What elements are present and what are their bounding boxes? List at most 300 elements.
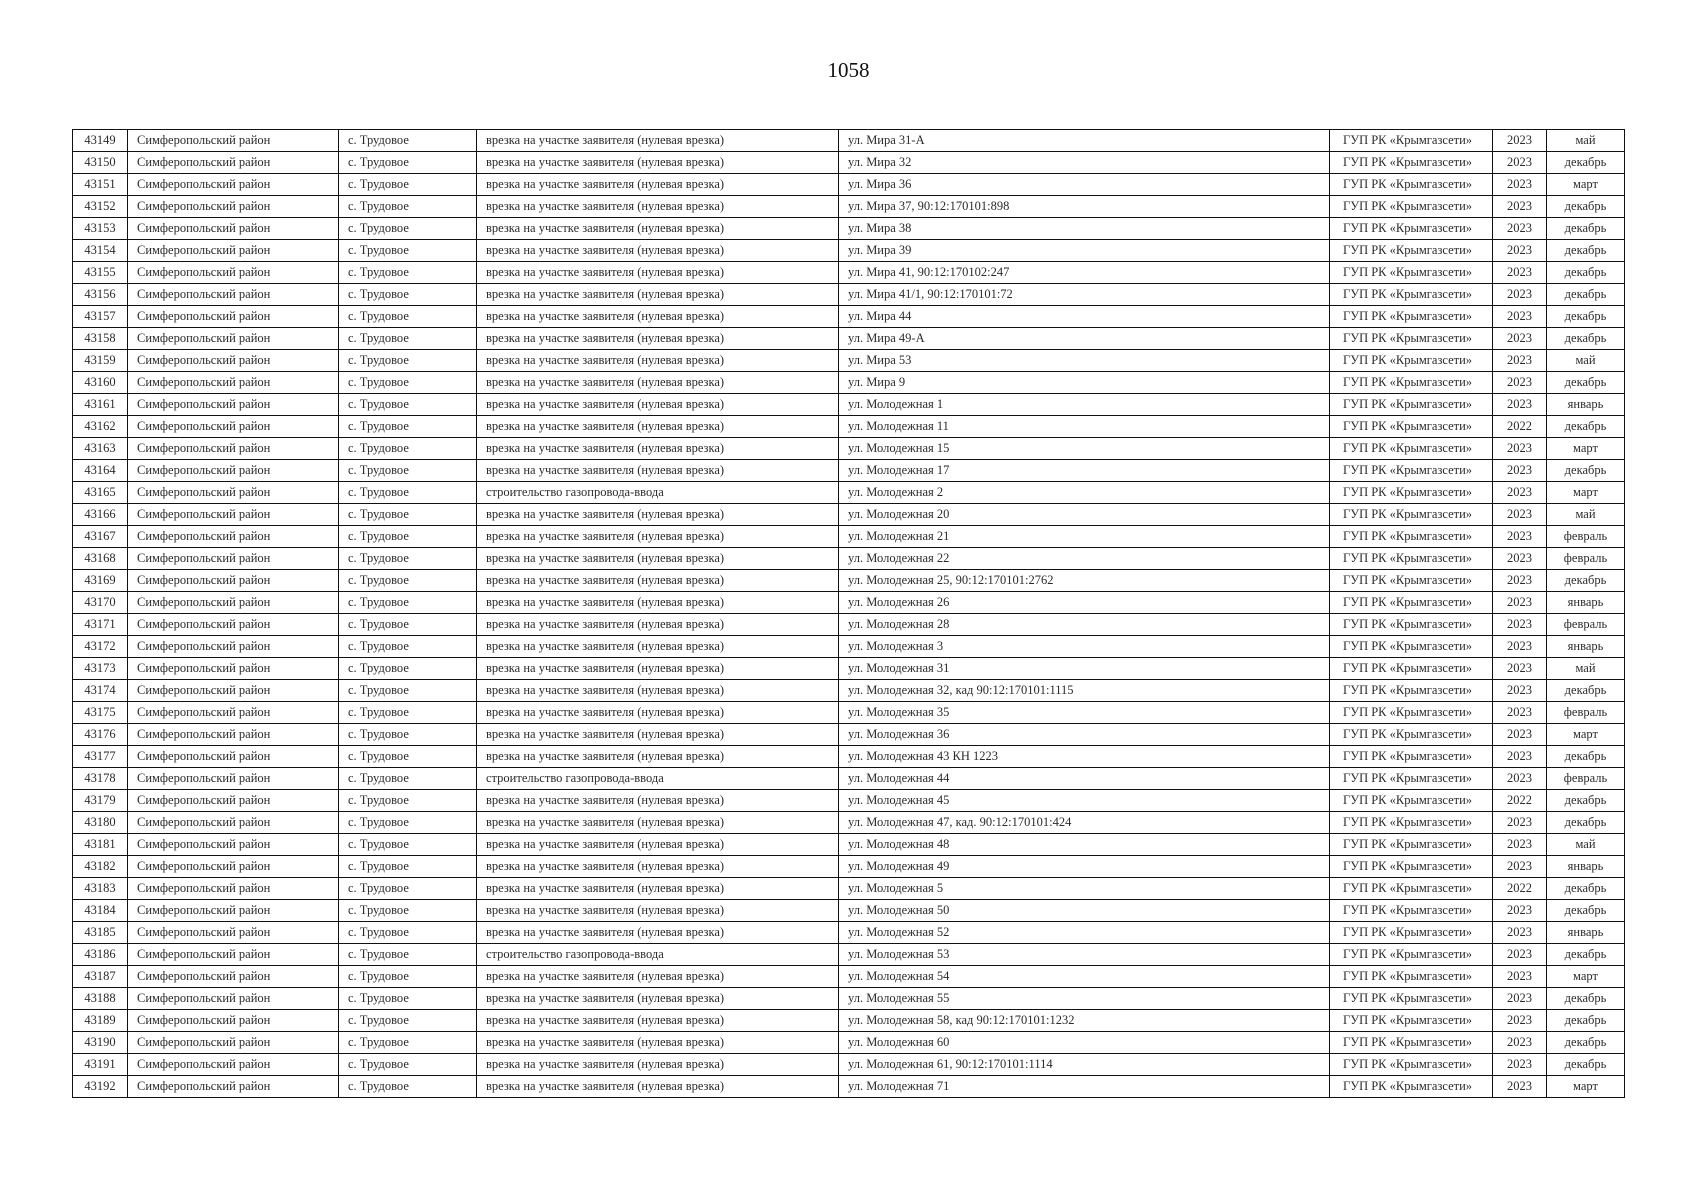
table-row	[73, 460, 1625, 482]
table-row	[73, 702, 1625, 724]
work-type-cell: врезка на участке заявителя (нулевая врезка)	[477, 834, 839, 856]
work-type-cell: врезка на участке заявителя (нулевая врезка)	[477, 592, 839, 614]
month-cell: январь	[1547, 922, 1625, 944]
address-cell: ул. Мира 41, 90:12:170102:247	[839, 262, 1330, 284]
organization-cell: ГУП РК «Крымгазсети»	[1330, 262, 1493, 284]
year-cell: 2023	[1493, 482, 1547, 504]
district-cell: Симферопольский район	[128, 702, 339, 724]
year-cell: 2023	[1493, 460, 1547, 482]
address-cell: ул. Мира 38	[839, 218, 1330, 240]
settlement-cell: с. Трудовое	[339, 922, 477, 944]
table-row	[73, 636, 1625, 658]
table-row	[73, 482, 1625, 504]
month-cell: декабрь	[1547, 262, 1625, 284]
organization-cell: ГУП РК «Крымгазсети»	[1330, 240, 1493, 262]
address-cell: ул. Молодежная 35	[839, 702, 1330, 724]
organization-cell: ГУП РК «Крымгазсети»	[1330, 416, 1493, 438]
month-cell: февраль	[1547, 768, 1625, 790]
organization-cell: ГУП РК «Крымгазсети»	[1330, 570, 1493, 592]
settlement-cell: с. Трудовое	[339, 900, 477, 922]
table-row	[73, 1076, 1625, 1098]
year-cell: 2023	[1493, 218, 1547, 240]
address-cell: ул. Молодежная 49	[839, 856, 1330, 878]
settlement-cell: с. Трудовое	[339, 790, 477, 812]
row-number-cell: 43151	[73, 174, 128, 196]
row-number-cell: 43175	[73, 702, 128, 724]
organization-cell: ГУП РК «Крымгазсети»	[1330, 460, 1493, 482]
organization-cell: ГУП РК «Крымгазсети»	[1330, 284, 1493, 306]
address-cell: ул. Молодежная 58, кад 90:12:170101:1232	[839, 1010, 1330, 1032]
district-cell: Симферопольский район	[128, 438, 339, 460]
settlement-cell: с. Трудовое	[339, 460, 477, 482]
settlement-cell: с. Трудовое	[339, 350, 477, 372]
work-type-cell: врезка на участке заявителя (нулевая врезка)	[477, 790, 839, 812]
settlement-cell: с. Трудовое	[339, 1032, 477, 1054]
year-cell: 2023	[1493, 394, 1547, 416]
month-cell: декабрь	[1547, 196, 1625, 218]
month-cell: май	[1547, 504, 1625, 526]
organization-cell: ГУП РК «Крымгазсети»	[1330, 614, 1493, 636]
row-number-cell: 43169	[73, 570, 128, 592]
year-cell: 2023	[1493, 834, 1547, 856]
row-number-cell: 43170	[73, 592, 128, 614]
work-type-cell: врезка на участке заявителя (нулевая врезка)	[477, 878, 839, 900]
year-cell: 2023	[1493, 680, 1547, 702]
month-cell: декабрь	[1547, 218, 1625, 240]
work-type-cell: врезка на участке заявителя (нулевая врезка)	[477, 988, 839, 1010]
organization-cell: ГУП РК «Крымгазсети»	[1330, 196, 1493, 218]
organization-cell: ГУП РК «Крымгазсети»	[1330, 988, 1493, 1010]
settlement-cell: с. Трудовое	[339, 636, 477, 658]
organization-cell: ГУП РК «Крымгазсети»	[1330, 438, 1493, 460]
settlement-cell: с. Трудовое	[339, 702, 477, 724]
organization-cell: ГУП РК «Крымгазсети»	[1330, 1032, 1493, 1054]
month-cell: январь	[1547, 592, 1625, 614]
row-number-cell: 43189	[73, 1010, 128, 1032]
table-row	[73, 416, 1625, 438]
work-type-cell: врезка на участке заявителя (нулевая врезка)	[477, 460, 839, 482]
settlement-cell: с. Трудовое	[339, 130, 477, 152]
year-cell: 2023	[1493, 812, 1547, 834]
registry-body	[73, 130, 1625, 1098]
row-number-cell: 43183	[73, 878, 128, 900]
table-row	[73, 328, 1625, 350]
row-number-cell: 43174	[73, 680, 128, 702]
settlement-cell: с. Трудовое	[339, 438, 477, 460]
organization-cell: ГУП РК «Крымгазсети»	[1330, 702, 1493, 724]
row-number-cell: 43159	[73, 350, 128, 372]
address-cell: ул. Молодежная 53	[839, 944, 1330, 966]
table-row	[73, 152, 1625, 174]
settlement-cell: с. Трудовое	[339, 306, 477, 328]
address-cell: ул. Молодежная 1	[839, 394, 1330, 416]
district-cell: Симферопольский район	[128, 724, 339, 746]
year-cell: 2023	[1493, 900, 1547, 922]
settlement-cell: с. Трудовое	[339, 394, 477, 416]
row-number-cell: 43178	[73, 768, 128, 790]
organization-cell: ГУП РК «Крымгазсети»	[1330, 856, 1493, 878]
table-row	[73, 350, 1625, 372]
settlement-cell: с. Трудовое	[339, 548, 477, 570]
year-cell: 2023	[1493, 504, 1547, 526]
work-type-cell: врезка на участке заявителя (нулевая врезка)	[477, 350, 839, 372]
table-row	[73, 218, 1625, 240]
organization-cell: ГУП РК «Крымгазсети»	[1330, 592, 1493, 614]
year-cell: 2023	[1493, 966, 1547, 988]
organization-cell: ГУП РК «Крымгазсети»	[1330, 152, 1493, 174]
work-type-cell: врезка на участке заявителя (нулевая врезка)	[477, 438, 839, 460]
table-row	[73, 834, 1625, 856]
year-cell: 2023	[1493, 746, 1547, 768]
table-row	[73, 570, 1625, 592]
month-cell: декабрь	[1547, 680, 1625, 702]
month-cell: март	[1547, 966, 1625, 988]
month-cell: март	[1547, 174, 1625, 196]
work-type-cell: строительство газопровода-ввода	[477, 482, 839, 504]
table-row	[73, 592, 1625, 614]
year-cell: 2023	[1493, 724, 1547, 746]
address-cell: ул. Мира 49-А	[839, 328, 1330, 350]
settlement-cell: с. Трудовое	[339, 724, 477, 746]
row-number-cell: 43187	[73, 966, 128, 988]
month-cell: декабрь	[1547, 1032, 1625, 1054]
settlement-cell: с. Трудовое	[339, 372, 477, 394]
month-cell: май	[1547, 658, 1625, 680]
row-number-cell: 43163	[73, 438, 128, 460]
address-cell: ул. Мира 39	[839, 240, 1330, 262]
work-type-cell: врезка на участке заявителя (нулевая врезка)	[477, 922, 839, 944]
page-number: 1058	[827, 58, 870, 82]
address-cell: ул. Мира 37, 90:12:170101:898	[839, 196, 1330, 218]
work-type-cell: врезка на участке заявителя (нулевая врезка)	[477, 416, 839, 438]
table-row	[73, 944, 1625, 966]
year-cell: 2023	[1493, 1032, 1547, 1054]
address-cell: ул. Мира 41/1, 90:12:170101:72	[839, 284, 1330, 306]
settlement-cell: с. Трудовое	[339, 416, 477, 438]
month-cell: январь	[1547, 394, 1625, 416]
address-cell: ул. Мира 31-А	[839, 130, 1330, 152]
settlement-cell: с. Трудовое	[339, 812, 477, 834]
organization-cell: ГУП РК «Крымгазсети»	[1330, 900, 1493, 922]
month-cell: декабрь	[1547, 284, 1625, 306]
table-row	[73, 658, 1625, 680]
address-cell: ул. Молодежная 50	[839, 900, 1330, 922]
organization-cell: ГУП РК «Крымгазсети»	[1330, 724, 1493, 746]
address-cell: ул. Молодежная 45	[839, 790, 1330, 812]
row-number-cell: 43161	[73, 394, 128, 416]
row-number-cell: 43158	[73, 328, 128, 350]
work-type-cell: врезка на участке заявителя (нулевая врезка)	[477, 284, 839, 306]
organization-cell: ГУП РК «Крымгазсети»	[1330, 922, 1493, 944]
table-row	[73, 988, 1625, 1010]
month-cell: декабрь	[1547, 372, 1625, 394]
year-cell: 2023	[1493, 438, 1547, 460]
row-number-cell: 43164	[73, 460, 128, 482]
row-number-cell: 43190	[73, 1032, 128, 1054]
settlement-cell: с. Трудовое	[339, 680, 477, 702]
table-row	[73, 922, 1625, 944]
month-cell: март	[1547, 438, 1625, 460]
address-cell: ул. Молодежная 3	[839, 636, 1330, 658]
organization-cell: ГУП РК «Крымгазсети»	[1330, 812, 1493, 834]
table-row	[73, 394, 1625, 416]
district-cell: Симферопольский район	[128, 680, 339, 702]
organization-cell: ГУП РК «Крымгазсети»	[1330, 372, 1493, 394]
year-cell: 2023	[1493, 548, 1547, 570]
row-number-cell: 43154	[73, 240, 128, 262]
organization-cell: ГУП РК «Крымгазсети»	[1330, 526, 1493, 548]
district-cell: Симферопольский район	[128, 218, 339, 240]
table-row	[73, 438, 1625, 460]
year-cell: 2023	[1493, 856, 1547, 878]
row-number-cell: 43179	[73, 790, 128, 812]
month-cell: декабрь	[1547, 900, 1625, 922]
work-type-cell: врезка на участке заявителя (нулевая врезка)	[477, 152, 839, 174]
district-cell: Симферопольский район	[128, 878, 339, 900]
organization-cell: ГУП РК «Крымгазсети»	[1330, 174, 1493, 196]
district-cell: Симферопольский район	[128, 1010, 339, 1032]
district-cell: Симферопольский район	[128, 152, 339, 174]
organization-cell: ГУП РК «Крымгазсети»	[1330, 746, 1493, 768]
organization-cell: ГУП РК «Крымгазсети»	[1330, 966, 1493, 988]
work-type-cell: врезка на участке заявителя (нулевая врезка)	[477, 1010, 839, 1032]
district-cell: Симферопольский район	[128, 944, 339, 966]
settlement-cell: с. Трудовое	[339, 834, 477, 856]
month-cell: декабрь	[1547, 306, 1625, 328]
month-cell: март	[1547, 724, 1625, 746]
row-number-cell: 43162	[73, 416, 128, 438]
settlement-cell: с. Трудовое	[339, 218, 477, 240]
month-cell: февраль	[1547, 548, 1625, 570]
district-cell: Симферопольский район	[128, 834, 339, 856]
month-cell: февраль	[1547, 702, 1625, 724]
year-cell: 2023	[1493, 152, 1547, 174]
address-cell: ул. Молодежная 32, кад 90:12:170101:1115	[839, 680, 1330, 702]
work-type-cell: врезка на участке заявителя (нулевая врезка)	[477, 262, 839, 284]
table-row	[73, 372, 1625, 394]
settlement-cell: с. Трудовое	[339, 768, 477, 790]
settlement-cell: с. Трудовое	[339, 1054, 477, 1076]
month-cell: март	[1547, 1076, 1625, 1098]
organization-cell: ГУП РК «Крымгазсети»	[1330, 548, 1493, 570]
organization-cell: ГУП РК «Крымгазсети»	[1330, 944, 1493, 966]
district-cell: Симферопольский район	[128, 592, 339, 614]
address-cell: ул. Молодежная 36	[839, 724, 1330, 746]
table-row	[73, 504, 1625, 526]
district-cell: Симферопольский район	[128, 570, 339, 592]
organization-cell: ГУП РК «Крымгазсети»	[1330, 1076, 1493, 1098]
settlement-cell: с. Трудовое	[339, 174, 477, 196]
work-type-cell: врезка на участке заявителя (нулевая врезка)	[477, 218, 839, 240]
work-type-cell: врезка на участке заявителя (нулевая врезка)	[477, 504, 839, 526]
address-cell: ул. Молодежная 20	[839, 504, 1330, 526]
month-cell: декабрь	[1547, 790, 1625, 812]
year-cell: 2023	[1493, 1054, 1547, 1076]
district-cell: Симферопольский район	[128, 658, 339, 680]
district-cell: Симферопольский район	[128, 768, 339, 790]
work-type-cell: врезка на участке заявителя (нулевая врезка)	[477, 746, 839, 768]
address-cell: ул. Молодежная 21	[839, 526, 1330, 548]
table-row	[73, 856, 1625, 878]
row-number-cell: 43156	[73, 284, 128, 306]
settlement-cell: с. Трудовое	[339, 482, 477, 504]
organization-cell: ГУП РК «Крымгазсети»	[1330, 878, 1493, 900]
address-cell: ул. Молодежная 25, 90:12:170101:2762	[839, 570, 1330, 592]
district-cell: Симферопольский район	[128, 1076, 339, 1098]
settlement-cell: с. Трудовое	[339, 878, 477, 900]
address-cell: ул. Мира 53	[839, 350, 1330, 372]
settlement-cell: с. Трудовое	[339, 988, 477, 1010]
year-cell: 2023	[1493, 240, 1547, 262]
table-row	[73, 196, 1625, 218]
address-cell: ул. Мира 32	[839, 152, 1330, 174]
table-row	[73, 1010, 1625, 1032]
address-cell: ул. Молодежная 71	[839, 1076, 1330, 1098]
organization-cell: ГУП РК «Крымгазсети»	[1330, 636, 1493, 658]
district-cell: Симферопольский район	[128, 856, 339, 878]
address-cell: ул. Молодежная 11	[839, 416, 1330, 438]
address-cell: ул. Молодежная 47, кад. 90:12:170101:424	[839, 812, 1330, 834]
table-row	[73, 284, 1625, 306]
month-cell: декабрь	[1547, 570, 1625, 592]
work-type-cell: врезка на участке заявителя (нулевая врезка)	[477, 658, 839, 680]
district-cell: Симферопольский район	[128, 746, 339, 768]
year-cell: 2023	[1493, 1076, 1547, 1098]
organization-cell: ГУП РК «Крымгазсети»	[1330, 504, 1493, 526]
row-number-cell: 43157	[73, 306, 128, 328]
settlement-cell: с. Трудовое	[339, 966, 477, 988]
row-number-cell: 43186	[73, 944, 128, 966]
table-row	[73, 878, 1625, 900]
work-type-cell: врезка на участке заявителя (нулевая врезка)	[477, 306, 839, 328]
organization-cell: ГУП РК «Крымгазсети»	[1330, 394, 1493, 416]
row-number-cell: 43165	[73, 482, 128, 504]
address-cell: ул. Молодежная 61, 90:12:170101:1114	[839, 1054, 1330, 1076]
year-cell: 2023	[1493, 768, 1547, 790]
year-cell: 2023	[1493, 174, 1547, 196]
month-cell: декабрь	[1547, 416, 1625, 438]
year-cell: 2023	[1493, 1010, 1547, 1032]
row-number-cell: 43168	[73, 548, 128, 570]
district-cell: Симферопольский район	[128, 790, 339, 812]
settlement-cell: с. Трудовое	[339, 240, 477, 262]
district-cell: Симферопольский район	[128, 416, 339, 438]
month-cell: декабрь	[1547, 1010, 1625, 1032]
month-cell: декабрь	[1547, 460, 1625, 482]
district-cell: Симферопольский район	[128, 812, 339, 834]
district-cell: Симферопольский район	[128, 284, 339, 306]
work-type-cell: строительство газопровода-ввода	[477, 944, 839, 966]
address-cell: ул. Молодежная 28	[839, 614, 1330, 636]
address-cell: ул. Молодежная 17	[839, 460, 1330, 482]
district-cell: Симферопольский район	[128, 1054, 339, 1076]
work-type-cell: врезка на участке заявителя (нулевая врезка)	[477, 1076, 839, 1098]
row-number-cell: 43185	[73, 922, 128, 944]
address-cell: ул. Молодежная 5	[839, 878, 1330, 900]
district-cell: Симферопольский район	[128, 240, 339, 262]
row-number-cell: 43182	[73, 856, 128, 878]
table-row	[73, 262, 1625, 284]
table-row	[73, 790, 1625, 812]
district-cell: Симферопольский район	[128, 614, 339, 636]
month-cell: январь	[1547, 636, 1625, 658]
year-cell: 2023	[1493, 614, 1547, 636]
settlement-cell: с. Трудовое	[339, 328, 477, 350]
work-type-cell: врезка на участке заявителя (нулевая врезка)	[477, 1032, 839, 1054]
year-cell: 2022	[1493, 790, 1547, 812]
row-number-cell: 43172	[73, 636, 128, 658]
address-cell: ул. Молодежная 2	[839, 482, 1330, 504]
organization-cell: ГУП РК «Крымгазсети»	[1330, 482, 1493, 504]
table-row	[73, 240, 1625, 262]
organization-cell: ГУП РК «Крымгазсети»	[1330, 768, 1493, 790]
year-cell: 2022	[1493, 878, 1547, 900]
year-cell: 2023	[1493, 350, 1547, 372]
row-number-cell: 43184	[73, 900, 128, 922]
work-type-cell: врезка на участке заявителя (нулевая врезка)	[477, 724, 839, 746]
month-cell: январь	[1547, 856, 1625, 878]
district-cell: Симферопольский район	[128, 196, 339, 218]
row-number-cell: 43177	[73, 746, 128, 768]
work-type-cell: врезка на участке заявителя (нулевая врезка)	[477, 680, 839, 702]
work-type-cell: врезка на участке заявителя (нулевая врезка)	[477, 856, 839, 878]
organization-cell: ГУП РК «Крымгазсети»	[1330, 790, 1493, 812]
district-cell: Симферопольский район	[128, 922, 339, 944]
district-cell: Симферопольский район	[128, 504, 339, 526]
district-cell: Симферопольский район	[128, 262, 339, 284]
year-cell: 2023	[1493, 570, 1547, 592]
table-row	[73, 174, 1625, 196]
row-number-cell: 43150	[73, 152, 128, 174]
year-cell: 2023	[1493, 944, 1547, 966]
district-cell: Симферопольский район	[128, 460, 339, 482]
address-cell: ул. Молодежная 54	[839, 966, 1330, 988]
table-row	[73, 1054, 1625, 1076]
organization-cell: ГУП РК «Крымгазсети»	[1330, 306, 1493, 328]
address-cell: ул. Молодежная 55	[839, 988, 1330, 1010]
work-type-cell: врезка на участке заявителя (нулевая врезка)	[477, 966, 839, 988]
year-cell: 2023	[1493, 702, 1547, 724]
settlement-cell: с. Трудовое	[339, 658, 477, 680]
month-cell: декабрь	[1547, 240, 1625, 262]
settlement-cell: с. Трудовое	[339, 152, 477, 174]
settlement-cell: с. Трудовое	[339, 592, 477, 614]
year-cell: 2023	[1493, 658, 1547, 680]
registry-table	[72, 129, 1625, 1098]
year-cell: 2023	[1493, 988, 1547, 1010]
work-type-cell: врезка на участке заявителя (нулевая врезка)	[477, 614, 839, 636]
organization-cell: ГУП РК «Крымгазсети»	[1330, 834, 1493, 856]
work-type-cell: врезка на участке заявителя (нулевая врезка)	[477, 526, 839, 548]
district-cell: Симферопольский район	[128, 548, 339, 570]
address-cell: ул. Молодежная 22	[839, 548, 1330, 570]
work-type-cell: врезка на участке заявителя (нулевая врезка)	[477, 372, 839, 394]
organization-cell: ГУП РК «Крымгазсети»	[1330, 328, 1493, 350]
settlement-cell: с. Трудовое	[339, 284, 477, 306]
settlement-cell: с. Трудовое	[339, 614, 477, 636]
organization-cell: ГУП РК «Крымгазсети»	[1330, 218, 1493, 240]
row-number-cell: 43171	[73, 614, 128, 636]
district-cell: Симферопольский район	[128, 350, 339, 372]
row-number-cell: 43166	[73, 504, 128, 526]
table-row	[73, 306, 1625, 328]
organization-cell: ГУП РК «Крымгазсети»	[1330, 130, 1493, 152]
month-cell: май	[1547, 350, 1625, 372]
settlement-cell: с. Трудовое	[339, 504, 477, 526]
table-row	[73, 548, 1625, 570]
work-type-cell: врезка на участке заявителя (нулевая врезка)	[477, 636, 839, 658]
table-row	[73, 680, 1625, 702]
